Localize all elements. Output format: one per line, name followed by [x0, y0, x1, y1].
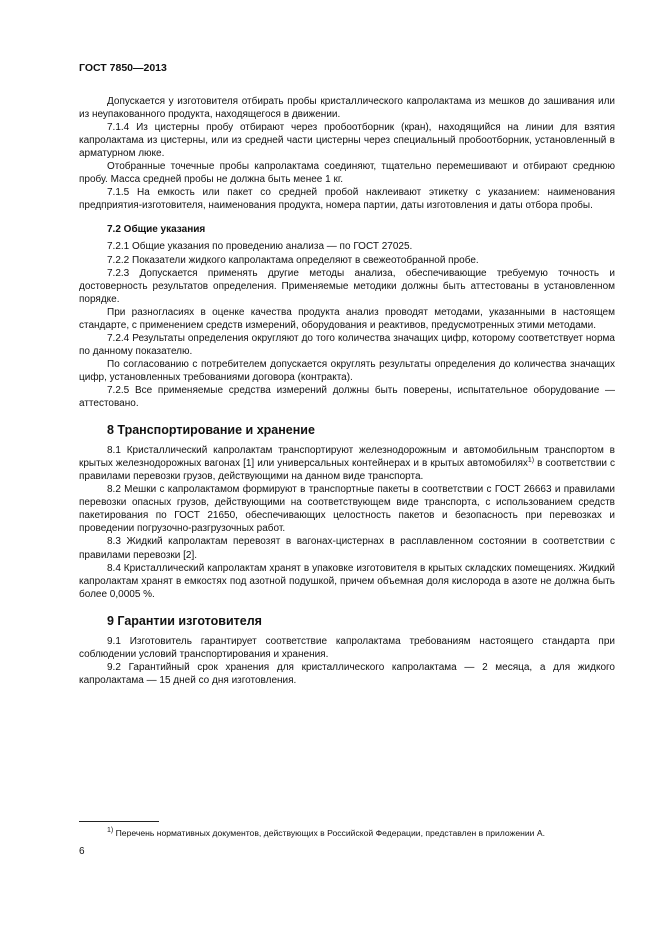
paragraph: 9.1 Изготовитель гарантирует соответствие капролактама требованиям настоящего стандарта при соблюдении условий транспортирования и хранения.	[79, 635, 615, 660]
page-number: 6	[79, 846, 85, 857]
paragraph: 7.2.5 Все применяемые средства измерений должны быть поверены, испытательное оборудование — аттестовано.	[79, 384, 615, 410]
paragraph: При разногласиях в оценке качества продукта анализ проводят методами, указанными в настоящем стандарте, с применением средств измерений, оборудования и реактивов, предусмотренных этими методами.	[79, 306, 615, 331]
paragraph: Отобранные точечные пробы капролактама соединяют, тщательно перемешивают и отбирают среднюю пробу. Масса средней пробы не должна быть менее 1 кг.	[79, 161, 615, 186]
footnote-divider	[79, 821, 159, 822]
paragraph: 7.2.4 Результаты определения округляют до того количества значащих цифр, которому соответствует норма по данному показателю.	[79, 332, 615, 357]
paragraph: 8.2 Мешки с капролактамом формируют в транспортные пакеты в соответствии с ГОСТ 26663 и правилами перевозки опасных грузов, действующими на соответствующем виде транспорта, с использованием средств пакетирования по ГОСТ 21650, обеспечивающих целостность пакетов и безопасность при перевозках и проведении погрузочно-разгрузочных работ.	[79, 484, 615, 535]
page-body	[79, 95, 615, 687]
paragraph-text: 8.1 Кристаллический капролактам транспортируют железнодорожным и автомобильным транспортом в крытых железнодорожных вагонах [1] или универсальных контейнерах и в крытых автомобилях	[79, 445, 615, 470]
paragraph: 7.2.2 Показатели жидкого капролактама определяют в свежеотобранной пробе.	[107, 254, 479, 266]
page-header: ГОСТ 7850—2013	[79, 62, 167, 74]
paragraph: 7.1.4 Из цистерны пробу отбирают через пробоотборник (кран), находящийся на линии для взятия капролактама из цистерны, или из средней части цистерны через специальный пробоотборник, установленный в арматурном люке.	[79, 122, 615, 160]
footnote-reference: 1)	[527, 457, 535, 465]
paragraph: 7.1.5 На емкость или пакет со средней пробой наклеивают этикетку с указанием: наименования предприятия-изготовителя, наименования продукта, номера партии, даты изготовления и даты отбора пробы.	[79, 187, 615, 212]
paragraph: 9.2 Гарантийный срок хранения для кристаллического капролактама — 2 месяца, а для жидкого капролактама — 15 дней со дня изготовления.	[79, 661, 615, 686]
subsection-heading: 7.2 Общие указания	[107, 224, 206, 236]
paragraph	[79, 444, 615, 483]
footnote-text: Перечень нормативных документов, действующих в Российской Федерации, представлен в приложении А.	[113, 828, 545, 838]
section-heading: 8 Транспортирование и хранение	[107, 423, 315, 438]
paragraph: 7.2.1 Общие указания по проведению анализа — по ГОСТ 27025.	[107, 241, 413, 253]
footnote	[107, 828, 617, 839]
section-heading: 9 Гарантии изготовителя	[107, 613, 262, 628]
paragraph: 7.2.3 Допускается применять другие методы анализа, обеспечивающие требуемую точность и достоверность результатов определения. Применяемые методики должны быть аттестованы в установленном порядке.	[79, 267, 615, 305]
paragraph: 8.3 Жидкий капролактам перевозят в вагонах-цистернах в расплавленном состоянии в соответствии с правилами перевозки [2].	[79, 536, 615, 561]
paragraph-text: в соответствии с правилами перевозки грузов, действующими на данном виде транспорта.	[79, 458, 615, 483]
paragraph: По согласованию с потребителем допускается округлять результаты определения до количества значащих цифр, установленных требованиями договора (контракта).	[79, 358, 615, 383]
footnote-marker: 1)	[107, 827, 114, 834]
paragraph: 8.4 Кристаллический капролактам хранят в упаковке изготовителя в крытых складских помещениях. Жидкий капролактам хранят в емкостях под азотной подушкой, причем объемная доля кислорода в азоте не должна быть более 0,0005 %.	[79, 562, 615, 600]
paragraph: Допускается у изготовителя отбирать пробы кристаллического капролактама из мешков до зашивания или из неупакованного продукта, находящегося в движении.	[79, 96, 615, 121]
